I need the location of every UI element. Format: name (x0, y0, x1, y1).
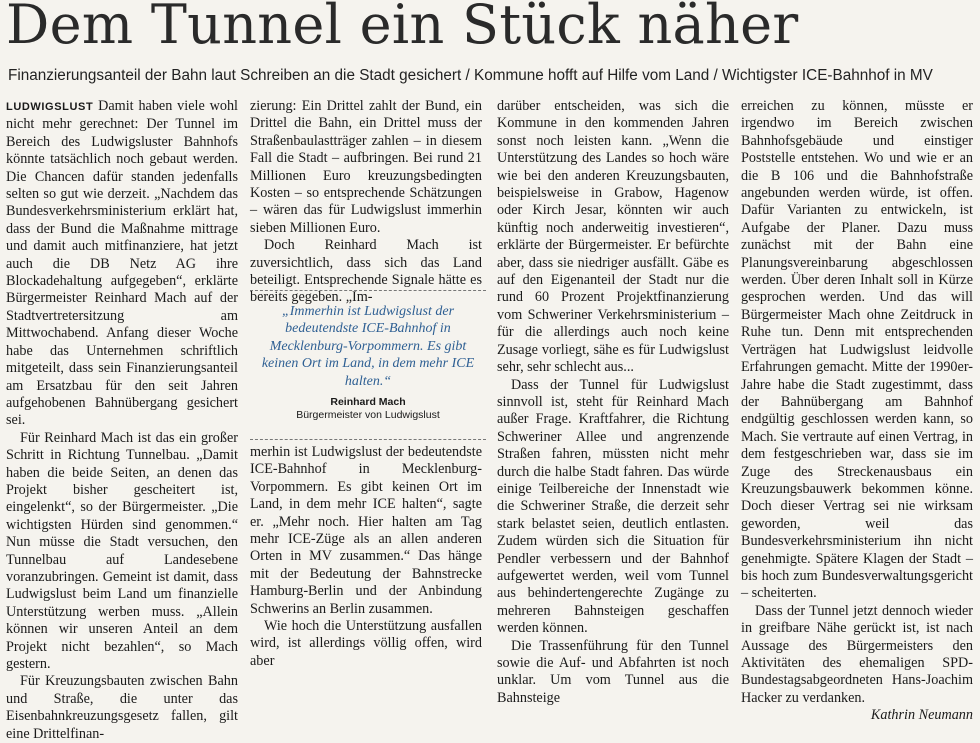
column-1 (6, 98, 238, 742)
subheadline: Finanzierungsanteil der Bahn laut Schreiben an die Stadt gesichert / Kommune hofft auf Hilfe vom Land / Wichtigster ICE-Bahnhof in MV (8, 67, 933, 84)
paragraph-3-start: Für Kreuzungsbauten zwischen Bahn und Straße, die unter das Eisenbahnkreuzungsgesetz fallen, gilt eine Drittelfinan- (6, 673, 238, 742)
headline: Dem Tunnel ein Stück näher (6, 0, 799, 56)
paragraph-6: Dass der Tunnel für Ludwigslust sinnvoll ist, steht für Reinhard Mach außer Frage. Kraftfahrer, die Richtung Schweriner Allee und angrenzende Straßen fahren, müssten nicht mehr durch die halbe Stadt fahren. Das würde einige Teilbereiche der Innenstadt wie die Schweriner Straße, die derzeit sehr stark belastet seien, deutlich entlasten. Zudem würden sich die Situation für Pendler verbessern und der Bahnhof aufgewertet werden, weil vom Tunnel aus behindertengerechte Zugänge zu mehreren Bahnsteigen geschaffen werden können. (497, 376, 729, 637)
column-4 (741, 98, 973, 724)
column-2-bottom (250, 444, 482, 669)
paragraph-7-cont: erreichen zu können, müsste er irgendwo im Bereich zwischen Bahnhofsgebäude und einstiger Poststelle entstehen. Wo und wie er an die B 106 und die Bahnhofstraße angebunden werden würde, ist offen. Dafür Varianten zu entwickeln, ist Aufgabe der Planer. Dazu muss zunächst mit der Bahn eine Planungsvereinbarung abgeschlossen werden. Über deren Inhalt soll in Kürze gesprochen werden. Und das will Bürgermeister Mach ohne Zeitdruck in Ruhe tun. Denn mit entsprechenden Verträgen hat Ludwigslust leidvolle Erfahrungen gemacht. Mitte der 1990er-Jahre habe die Stadt zugestimmt, dass der Bahnübergang am Bahnhof endgültig geschlossen werden kann, so Mach. Sie vertraute auf einen Vertrag, in dem festgeschrieben war, dass sie im Zuge des Streckenausbaus ein Kreuzungsbauwerk bekommen könne. Doch dieser Vertrag sei nie wirksam geworden, weil das Bundesverkehrsministerium ihn nicht genehmigte. Spätere Klagen der Stadt – bis hoch zum Bundesverwaltungsgericht – scheiterten. (741, 98, 973, 602)
paragraph-3-cont: zierung: Ein Drittel zahlt der Bund, ein Drittel die Bahn, ein Drittel muss der Straßenbaulastträger zahlen – in diesem Fall die Stadt – aufbringen. Bei rund 21 Millionen Euro kreuzungsbedingten Kosten – so entsprechende Schätzungen – wären das für Ludwigslust immerhin sieben Millionen Euro. (250, 98, 482, 236)
author: Kathrin Neumann (870, 707, 973, 724)
column-2-top (250, 98, 482, 306)
pull-quote-name: Reinhard Mach (330, 396, 406, 409)
paragraph-2: Für Reinhard Mach ist das ein großer Schritt in Richtung Tunnelbau. „Damit haben die beide Seiten, an denen das Projekt bisher gescheitert ist, eingelenkt“, so der Bürgermeister. „Die wichtigsten Hürden sind genommen.“ Nun müsse die Stadt versuchen, den Tunnelbau auf Landesebene voranzubringen. Gemeint ist damit, dass Ludwigslust beim Land um finanzielle Unterstützung werben muss. „Allein können wir unseren Anteil an dem Projekt nicht bezahlen“, so Mach gestern. (6, 429, 238, 672)
paragraph-4-start: Doch Reinhard Mach ist zuversichtlich, dass sich das Land beteiligt. Entsprechende Signale hätte es bereits gegeben. „Im- (250, 237, 482, 306)
paragraph-7-start: Die Trassenführung für den Tunnel sowie die Auf- und Abfahrten ist noch unklar. Um vom Tunnel aus die Bahnsteige (497, 637, 729, 706)
pull-quote-role: Bürgermeister von Ludwigslust (296, 409, 440, 422)
paragraph-8-text: Dass der Tunnel jetzt dennoch wieder in greifbare Nähe gerückt ist, ist nach Aussage des Bürgermeisters den Aktivitäten des ehemaligen SPD-Bundestagsabgeordneten Hans-Joachim Hacker zu verdanken. (741, 602, 973, 706)
pull-quote (250, 290, 486, 440)
dateline: LUDWIGSLUST (6, 101, 94, 113)
paragraph-1 (6, 98, 238, 430)
paragraph-5-cont: darüber entscheiden, was sich die Kommune in den kommenden Jahren sonst noch leisten kann. „Wenn die Unterstützung des Landes so hoch wäre wie bei den anderen Kreuzungsbauten, beispielsweise in Grabow, Hagenow oder Kirch Jesar, könnten wir auch künftig noch anderweitig investieren“, erklärte der Bürgermeister. Er befürchte aber, dass sie niedriger ausfällt. Gäbe es auf den Eigenanteil der Stadt nur die rund 60 Prozent Projektfinanzierung vom Schweriner Verkehrsministerium – für die allerdings auch noch keine Zusage vorliegt, sähe es für Ludwigslust sehr, sehr schlecht aus... (497, 98, 729, 376)
paragraph-1-text: Damit haben viele wohl nicht mehr gerechnet: Der Tunnel im Bereich des Ludwigsluster Bahnhofs könnte tatsächlich noch gebaut werden. Die Chancen dafür standen jedenfalls selten so gut wie derzeit. „Nachdem das Bundesverkehrsministerium erklärt hat, dass der Bund die Maßnahme mittrage und damit auch mitfinanziere, hat jetzt auch die DB Netz AG ihre Blockadehaltung aufgegeben“, erklärte Bürgermeister Reinhard Mach auf der Stadtvertretersitzung am Mittwochabend. Anfang dieser Woche habe das Unternehmen schriftlich mitgeteilt, dass sein Finanzierungsanteil am Ersatzbau für den seit Jahren aufgehobenen Bahnübergang gesichert sei. (6, 98, 238, 429)
paragraph-4-cont: merhin ist Ludwigslust der bedeutendste ICE-Bahnhof in Mecklenburg-Vorpommern. Es gibt keinen Ort im Land, in dem mehr ICE halten“, sagte er. „Mehr noch. Hier halten am Tag mehr ICE-Züge als an allen anderen Orten in MV zusammen.“ Das hänge mit der Bedeutung der Bahnstrecke Hamburg-Berlin und der Anbindung Schwerins an Berlin zusammen. (250, 444, 482, 617)
column-3 (497, 98, 729, 706)
paragraph-5-start: Wie hoch die Unterstützung ausfallen wird, ist allerdings völlig offen, wird aber (250, 618, 482, 669)
pull-quote-text: „Immerhin ist Ludwigslust der bedeutendste ICE-Bahnhof in Mecklenburg-Vorpommern. Es gibt keinen Ort im Land, in dem mehr ICE halten.“ (261, 304, 475, 389)
paragraph-8 (741, 603, 973, 725)
